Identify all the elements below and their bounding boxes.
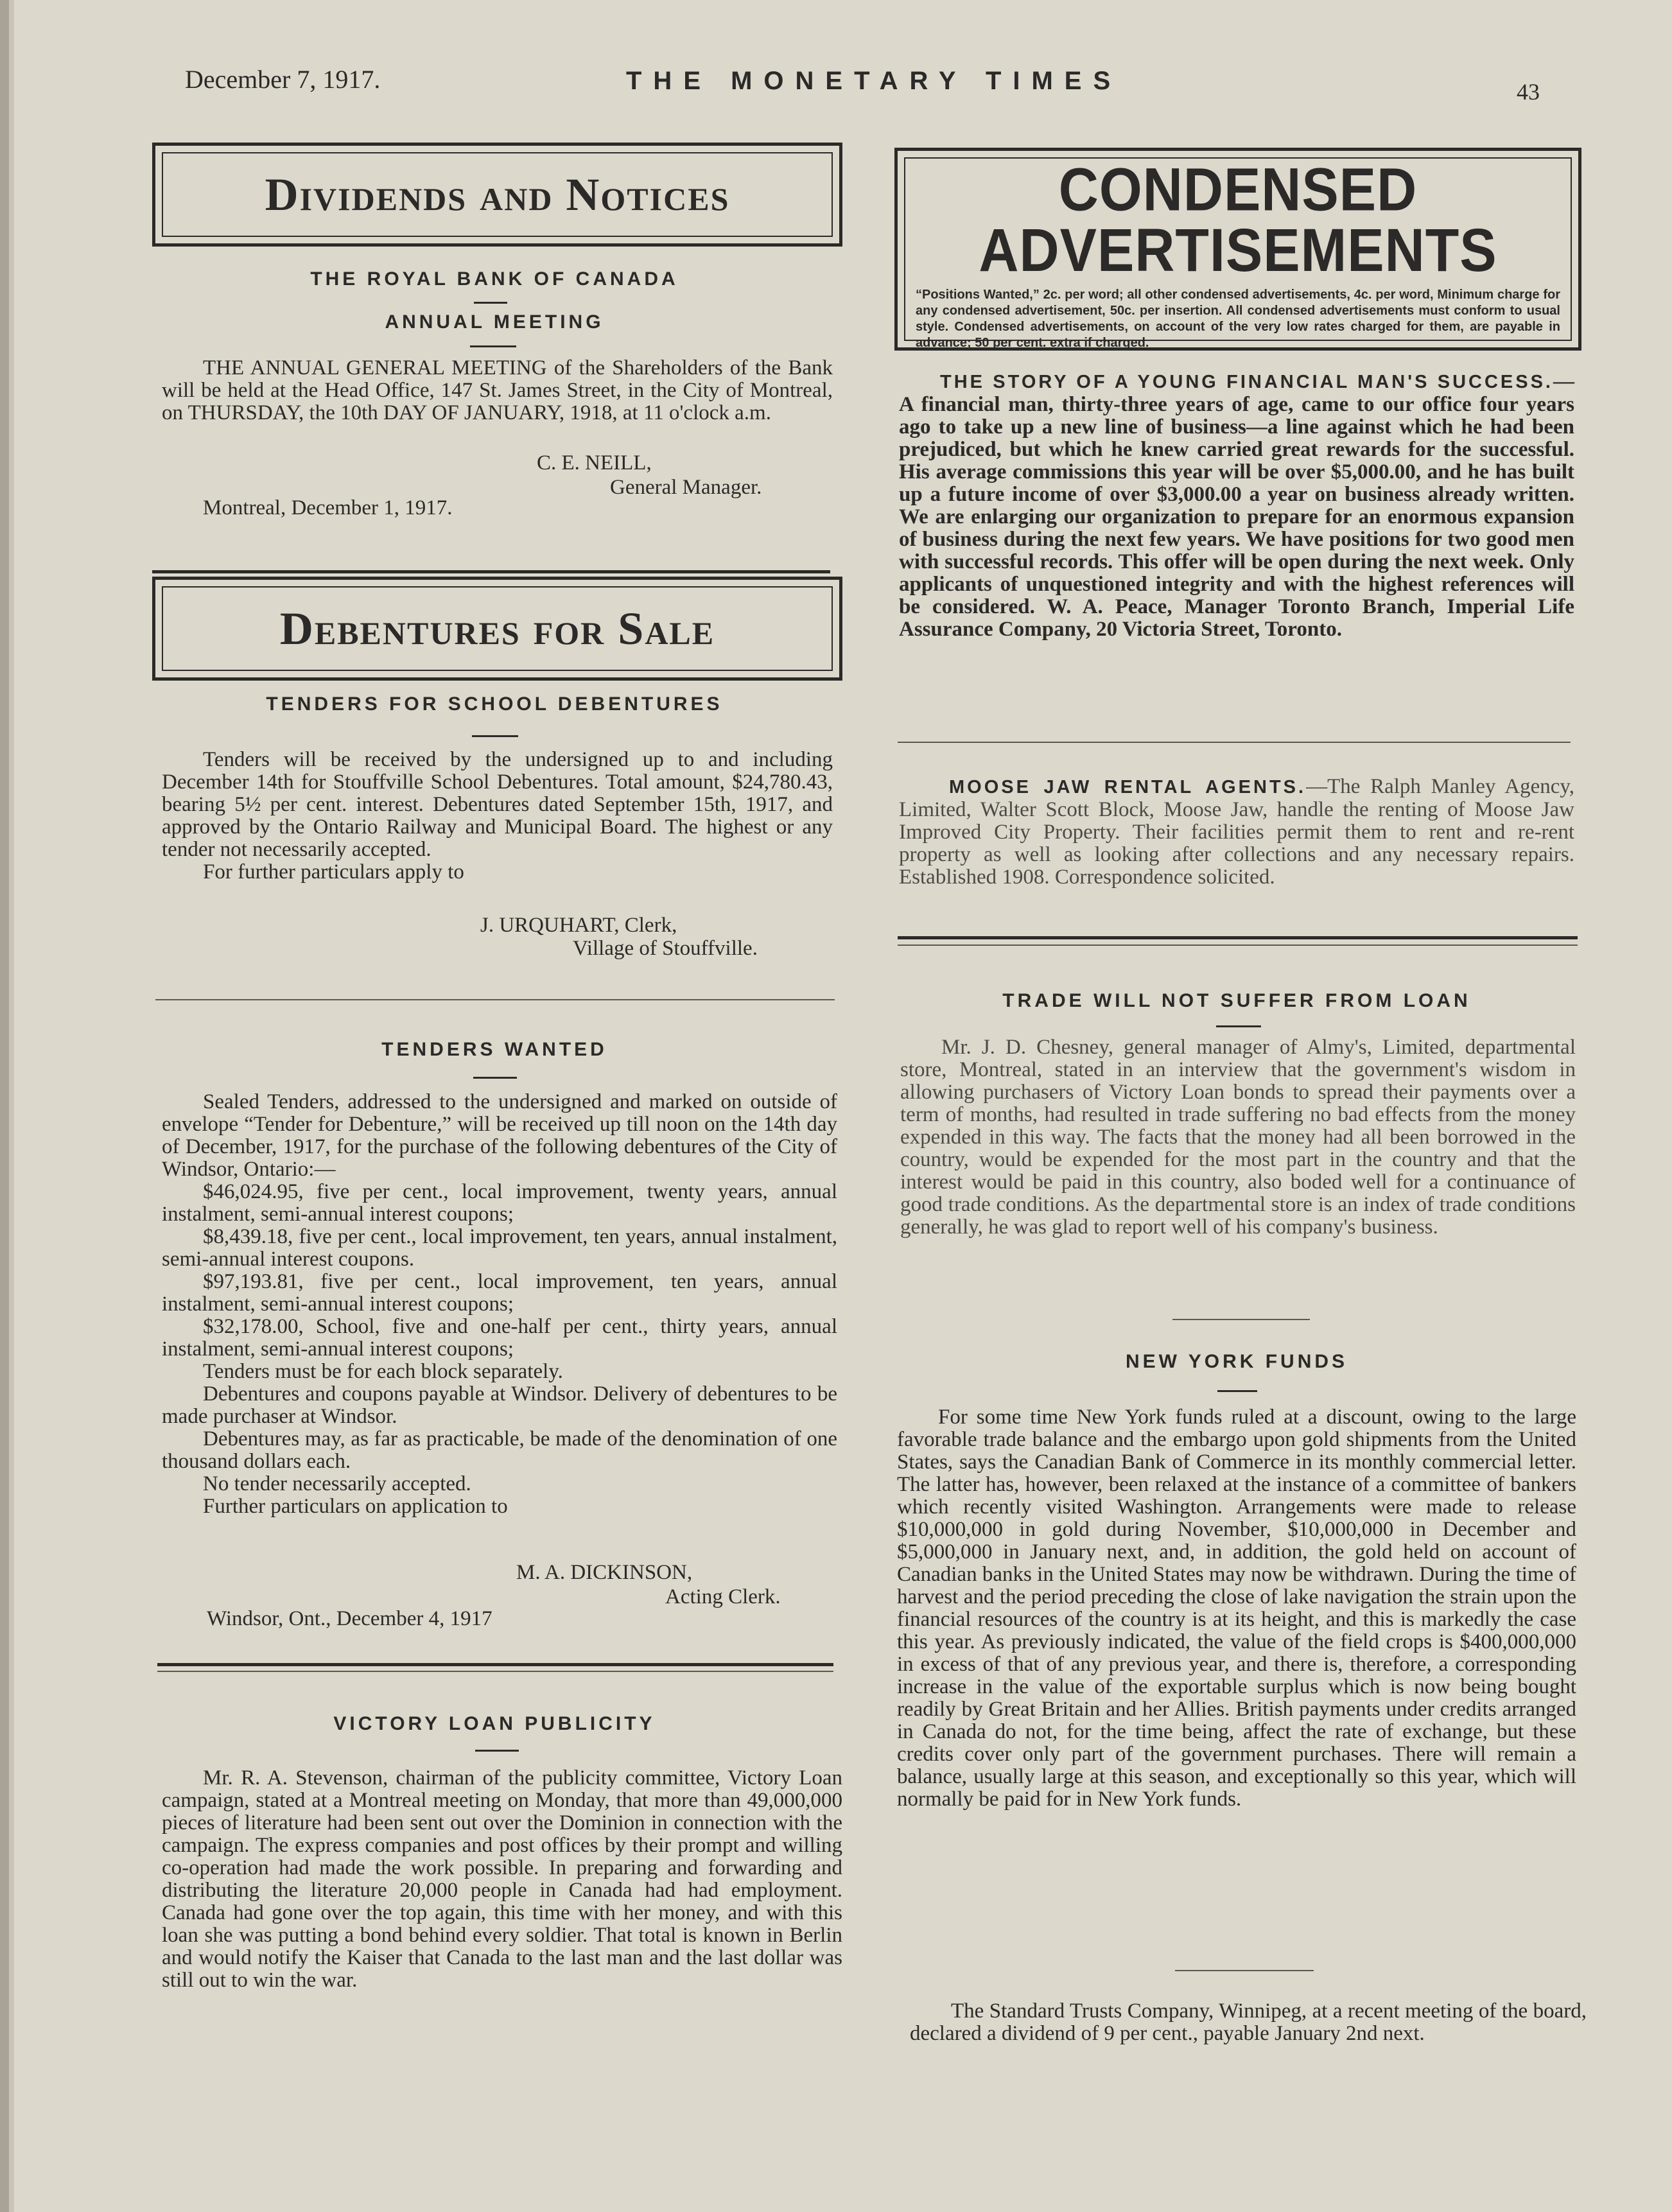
ny-funds-article <box>897 1406 1576 1811</box>
dividends-banner <box>152 143 842 247</box>
ny-funds-body: For some time New York funds ruled at a discount, owing to the large favorable trade balance and the embargo upon gold shipments from the United States, says the Canadian Bank of Commerce in its monthly commercial letter. The latter has, however, been relaxed at the instance of a committee of bankers which recently visited Washington. Arrangements were made to release $10,000,000 in gold during November, $10,000,000 in December and $5,000,000 in January next, and, in addition, the gold held on account of Canadian banks in the United States may now be withdrawn. During the time of harvest and the period preceding the close of lake navigation the strain upon the financial resources of the country is at its height, and this is markedly the case this year. As previously indicated, the value of the field crops is $400,000,000 in excess of that of any previous year, and there is, therefore, a corresponding increase in the value of the exportable surplus which is now being bought readily by Great Britain and her Allies. British payments under credits arranged in Canada do not, for the time being, affect the rate of exchange, but these credits cover only part of the government purchases. There will remain a balance, usually large at this season, and exceptionally so this year, which will normally be paid for in New York funds. <box>897 1406 1576 1811</box>
tenders-wanted-item: $8,439.18, five per cent., local improvement, ten years, annual instalment, semi-annual interest coupons. <box>162 1225 837 1271</box>
royal-bank-rule <box>470 345 516 347</box>
moose-jaw-lead: MOOSE JAW RENTAL AGENTS. <box>949 777 1307 797</box>
tenders-wanted-no-tender: No tender necessarily accepted. <box>203 1472 471 1495</box>
victory-loan-rule <box>475 1750 519 1752</box>
condensed-ads-note: “Positions Wanted,” 2c. per word; all other condensed advertisements, 4c. per word, Minimum charge for any condensed advertisement, 50c. per insertion. All condensed advertisements must conform to usual style. Condensed advertisements, on account of the very low rates charged for them, are payable in advance; 50 per cent. extra if charged. <box>916 288 1560 350</box>
trade-top-rule-2 <box>898 945 1578 946</box>
moose-jaw-ad <box>899 776 1574 889</box>
trade-article <box>900 1036 1576 1239</box>
royal-bank-signer-title: General Manager. <box>610 476 762 499</box>
tenders-wanted-item: $32,178.00, School, five and one-half per cent., thirty years, annual instalment, semi-annual interest coupons; <box>162 1315 837 1361</box>
tenders-wanted-denomination: Debentures may, as far as practicable, be made of the denomination of one thousand dollars each. <box>162 1427 837 1473</box>
victory-loan-top-rule-2 <box>157 1671 833 1672</box>
moose-jaw-body: —The Ralph Manley Agency, Limited, Walter Scott Block, Moose Jaw, handle the renting of Moose Jaw Improved City Property. Their facilities permit them to rent and re-rent property as well as looking after collections and any necessary repairs. Established 1908. Correspondence solicited. <box>899 775 1574 889</box>
royal-bank-body: THE ANNUAL GENERAL MEETING of the Shareholders of the Bank will be held at the Head Office, 147 St. James Street, in the City of Montreal, on THURSDAY, the 10th DAY OF JANUARY, 1918, at 11 o'clock a.m. <box>162 356 833 424</box>
victory-loan-title: VICTORY LOAN PUBLICITY <box>333 1713 656 1734</box>
tenders-wanted-item: $46,024.95, five per cent., local improvement, twenty years, annual instalment, semi-annual interest coupons; <box>162 1180 837 1226</box>
condensed-ads-box <box>894 148 1581 351</box>
royal-bank-notice <box>162 357 833 424</box>
young-man-body: —A financial man, thirty-three years of age, came to our office four years ago to take up a new line of business—a line against which he had been prejudiced, but which he knew carried great rewards for the successful. His average commissions this year will be over $5,000.00, and he has built up a future income of over $3,000.00 a year on business already written. We are enlarging our organization to prepare for an enormous expansion of business during the next few years. We have positions for two good men with successful records. This offer will be open during the next week. Only applicants of unquestioned integrity and with the highest references will be considered. W. A. Peace, Manager Toronto Branch, Imperial Life Assurance Company, 20 Victoria Street, Toronto. <box>899 370 1574 641</box>
royal-bank-dash <box>474 302 507 304</box>
trade-body: Mr. J. D. Chesney, general manager of Almy's, Limited, departmental store, Montreal, stated in an interview that the government's wisdom in allowing purchasers of Victory Loan bonds to spread their payments over a term of months, had resulted in trade suffering no bad effects from the money expended in this way. The facts that the money had all been borrowed in the country, would be expended for the most part in the country and that the interest would be paid in this country, also boded well for a continuance of good trade conditions. As the departmental store is an index of trade conditions generally, he was glad to report well of his company's business. <box>900 1036 1576 1239</box>
standard-trusts-body: The Standard Trusts Company, Winnipeg, at a recent meeting of the board, declared a dividend of 9 per cent., payable January 2nd next. <box>910 1999 1587 2045</box>
school-debentures-body: Tenders will be received by the undersigned up to and including December 14th for Stouffville School Debentures. Total amount, $24,780.43, bearing 5½ per cent. interest. Debentures dated September 15th, 1917, and approved by the Ontario Railway and Municipal Board. The highest or any tender not necessarily accepted. <box>162 748 833 861</box>
tenders-wanted-rule <box>473 1077 517 1079</box>
royal-bank-subtitle: ANNUAL MEETING <box>385 311 604 333</box>
condensed-ads-title: CONDENSED ADVERTISEMENTS <box>979 155 1497 285</box>
school-debentures-signer: J. URQUHART, Clerk, <box>480 914 677 937</box>
tenders-wanted-intro: Sealed Tenders, addressed to the undersigned and marked on outside of envelope “Tender for Debenture,” will be received up till noon on the 14th day of December, 1917, for the purchase of the following debentures of the City of Windsor, Ontario:— <box>162 1090 837 1181</box>
debentures-top-rule <box>152 570 830 573</box>
school-debentures-signer-title: Village of Stouffville. <box>573 937 758 960</box>
tenders-wanted-place-date: Windsor, Ont., December 4, 1917 <box>207 1607 492 1630</box>
tenders-wanted-further: Further particulars on application to <box>203 1495 508 1518</box>
victory-loan-top-rule <box>157 1663 833 1666</box>
school-debentures-notice <box>162 749 833 884</box>
binding-shadow <box>9 0 14 2212</box>
tenders-wanted-top-rule <box>155 999 835 1000</box>
header-date: December 7, 1917. <box>185 65 381 94</box>
dividends-banner-title: Dividends and Notices <box>265 168 730 220</box>
tenders-wanted-separately: Tenders must be for each block separately. <box>203 1360 563 1383</box>
binding-edge <box>0 0 9 2212</box>
tenders-wanted-signer: M. A. DICKINSON, <box>516 1561 693 1584</box>
trade-top-rule <box>898 936 1578 939</box>
school-debentures-rule <box>472 735 518 737</box>
moose-jaw-top-rule <box>898 742 1571 743</box>
young-man-ad <box>899 370 1574 641</box>
royal-bank-title: THE ROYAL BANK OF CANADA <box>310 268 679 290</box>
victory-loan-body: Mr. R. A. Stevenson, chairman of the publicity committee, Victory Loan campaign, stated at a Montreal meeting on Monday, that more than 49,000,000 pieces of literature had been sent out over the Dominion in connection with the campaign. The express companies and post offices by their prompt and willing co-operation had made the work possible. In preparing and forwarding and distributing the literature 20,000 people in Canada had had employment. Canada had gone over the top again, this time with her money, and with this loan she was putting a bond behind every soldier. That total is known in Berlin and would notify the Kaiser that Canada to the last man and the last dollar was still out to win the war. <box>162 1766 842 1992</box>
royal-bank-place-date: Montreal, December 1, 1917. <box>203 496 453 519</box>
ny-funds-separator <box>1172 1319 1310 1320</box>
tenders-wanted-delivery: Debentures and coupons payable at Windsor. Delivery of debentures to be made purchaser at Windsor. <box>162 1382 837 1428</box>
young-man-lead: THE STORY OF A YOUNG FINANCIAL MAN'S SUCCESS. <box>940 372 1553 392</box>
trade-title: TRADE WILL NOT SUFFER FROM LOAN <box>1002 990 1471 1011</box>
debentures-banner <box>152 577 842 681</box>
page-number: 43 <box>1517 79 1540 105</box>
standard-trusts-notice <box>910 2000 1587 2045</box>
debentures-banner-title: Debentures for Sale <box>279 602 715 654</box>
ny-funds-title: NEW YORK FUNDS <box>1125 1351 1348 1372</box>
tenders-wanted-notice <box>162 1091 837 1518</box>
tenders-wanted-signer-title: Acting Clerk. <box>665 1585 781 1608</box>
publication-title: THE MONETARY TIMES <box>626 67 1122 95</box>
tenders-wanted-item: $97,193.81, five per cent., local improvement, ten years, annual instalment, semi-annual interest coupons; <box>162 1270 837 1316</box>
trade-rule <box>1216 1025 1261 1027</box>
royal-bank-signer: C. E. NEILL, <box>537 451 652 475</box>
ny-funds-rule <box>1217 1390 1257 1392</box>
standard-trusts-separator <box>1175 1970 1314 1971</box>
school-debentures-apply: For further particulars apply to <box>203 860 464 884</box>
school-debentures-title: TENDERS FOR SCHOOL DEBENTURES <box>266 693 723 715</box>
victory-loan-article <box>162 1767 842 1992</box>
tenders-wanted-title: TENDERS WANTED <box>381 1039 607 1060</box>
